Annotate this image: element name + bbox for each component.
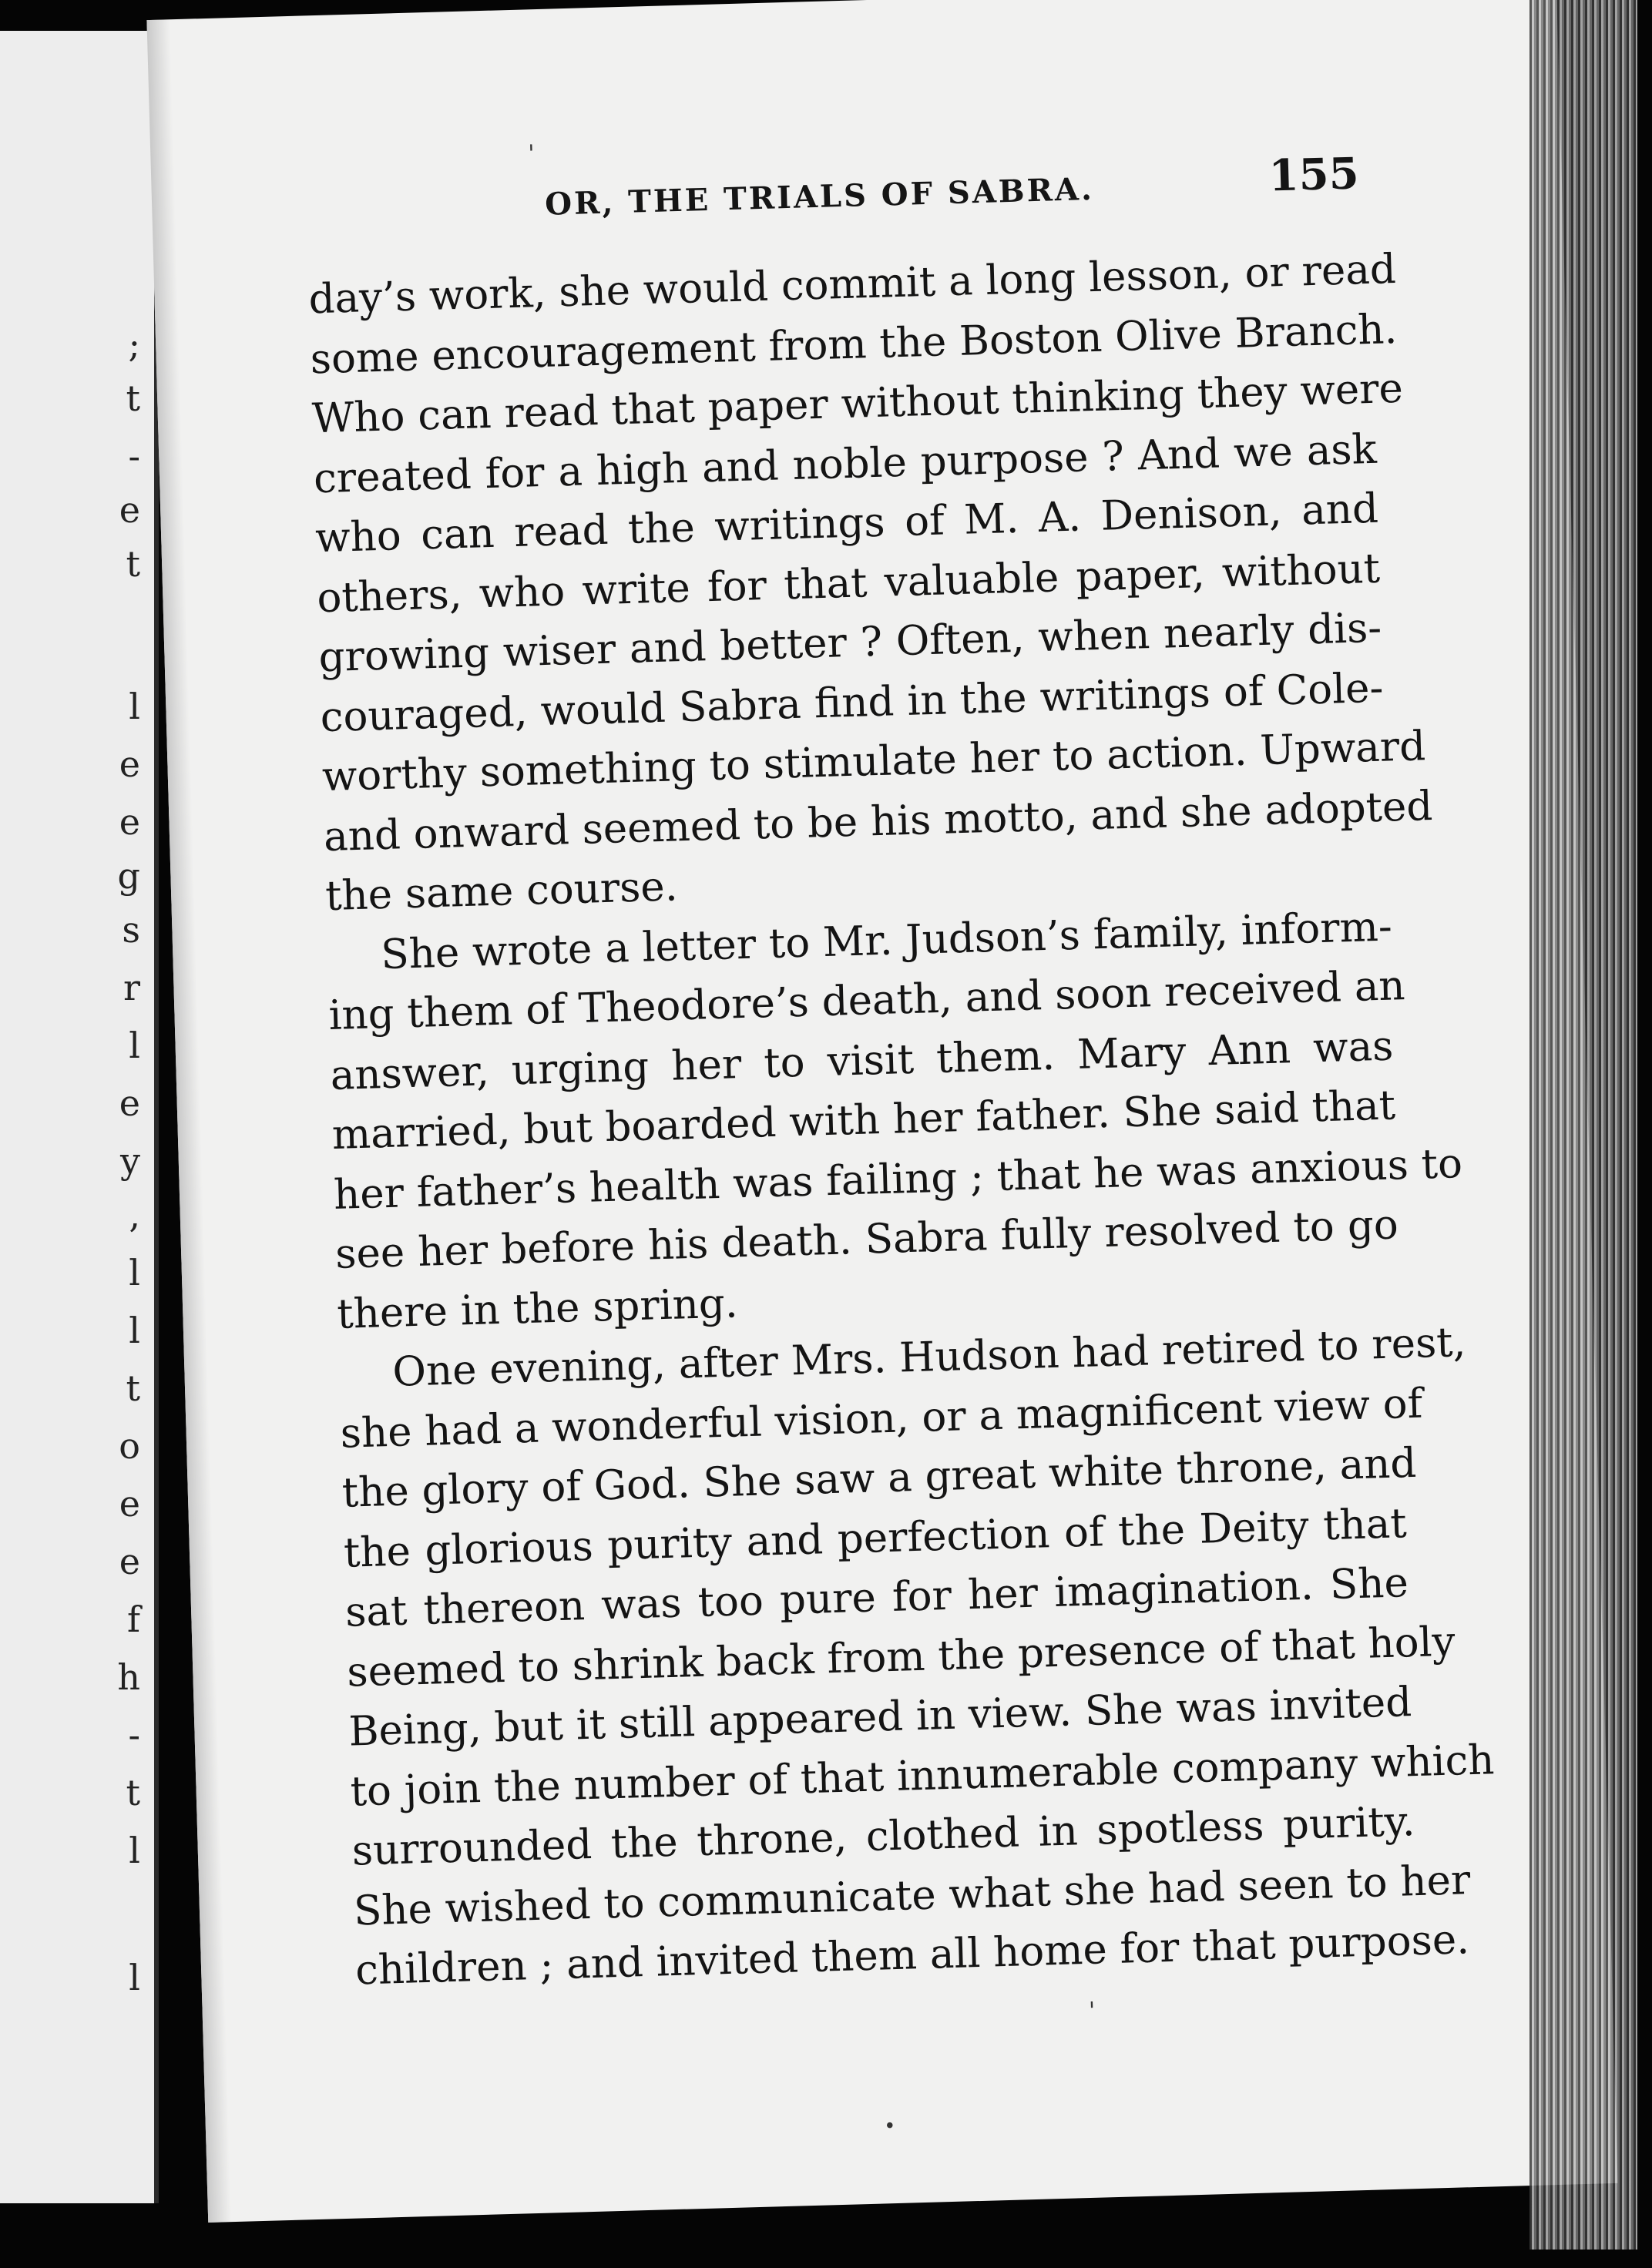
text-line: surrounded the throne, clothed in spotless purity. xyxy=(351,1798,1416,1875)
previous-page-fragment: t xyxy=(126,543,140,585)
previous-page-fragment: f xyxy=(126,1599,140,1640)
previous-page-fragment: l xyxy=(129,1025,140,1066)
previous-page-fragment: h xyxy=(117,1656,140,1698)
text-line: One evening, after Mrs. Hudson had retired to rest, xyxy=(391,1318,1467,1396)
previous-page-fragment: l xyxy=(129,1830,140,1871)
text-line: to join the number of that innumerable company which xyxy=(349,1736,1496,1816)
text-line: the glorious purity and perfection of the Deity that xyxy=(343,1499,1408,1577)
book-page xyxy=(146,0,1617,2223)
text-line: sat thereon was too pure for her imagination. She xyxy=(344,1559,1409,1636)
text-line: she had a wonderful vision, or a magnificent view of xyxy=(339,1380,1424,1458)
text-line: growing wiser and better ? Often, when nearly dis- xyxy=(317,604,1382,682)
text-line: day’s work, she would commit a long lesson, or read xyxy=(307,245,1397,324)
page-number: 155 xyxy=(1268,148,1360,202)
previous-page-fragment: l xyxy=(129,1957,140,1998)
previous-page-fragment: y xyxy=(120,1140,140,1182)
text-line: the same course. xyxy=(324,863,679,921)
previous-page-fragment: t xyxy=(126,1772,140,1813)
previous-page-fragment: l xyxy=(129,686,140,727)
text-line: her father’s health was failing ; that he was anxious to xyxy=(333,1139,1463,1219)
print-speck: ' xyxy=(527,140,536,168)
text-line: created for a high and noble purpose ? And we ask xyxy=(313,425,1378,502)
text-line: worthy something to stimulate her to action. Upward xyxy=(321,723,1426,801)
text-line: answer, urging her to visit them. Mary Ann was xyxy=(329,1022,1395,1099)
text-line: She wrote a letter to Mr. Judson’s family, inform- xyxy=(380,902,1393,978)
text-line: married, but boarded with her father. She said that xyxy=(331,1082,1396,1159)
previous-page-fragment: e xyxy=(119,1483,140,1525)
print-speck: • xyxy=(883,2115,896,2139)
text-line: children ; and invited them all home for that purpose. xyxy=(354,1916,1470,1995)
previous-page-fragment: - xyxy=(128,435,140,477)
previous-page-fragment: e xyxy=(119,1541,140,1582)
previous-page-fragment: s xyxy=(122,909,140,951)
previous-page-fragment: r xyxy=(123,967,140,1008)
previous-page-fragment: - xyxy=(128,1714,140,1756)
previous-page-fragment: g xyxy=(117,855,140,897)
print-speck: ' xyxy=(1088,1997,1096,2025)
text-line: She wished to communicate what she had seen to her xyxy=(353,1856,1472,1935)
text-line: ing them of Theodore’s death, and soon received an xyxy=(327,962,1406,1040)
text-line: some encouragement from the Boston Olive Branch. xyxy=(309,305,1398,383)
previous-page-fragment: t xyxy=(126,377,140,419)
previous-page-fragment: e xyxy=(119,743,140,785)
previous-page-fragment: e xyxy=(119,801,140,843)
previous-page-fragment: , xyxy=(129,1194,140,1236)
previous-page-fragment: e xyxy=(119,489,140,531)
page-stack-edge xyxy=(1529,0,1637,2250)
text-line: and onward seemed to be his motto, and she adopted xyxy=(323,782,1434,861)
text-line: others, who write for that valuable paper, without xyxy=(316,545,1381,622)
text-line: see her before his death. Sabra fully resolved to go xyxy=(334,1201,1399,1278)
running-head: OR, THE TRIALS OF SABRA. xyxy=(544,170,1095,223)
text-line: Who can read that paper without thinking they were xyxy=(311,364,1404,443)
body-text xyxy=(307,240,1496,2001)
previous-page-fragment: l xyxy=(129,1252,140,1293)
text-line: the glory of God. She saw a great white throne, and xyxy=(341,1439,1418,1517)
previous-page-fragment: t xyxy=(126,1367,140,1409)
previous-page-edge xyxy=(0,31,159,2203)
text-line: Being, but it still appeared in view. She was invited xyxy=(348,1679,1412,1756)
gutter-shadow xyxy=(146,19,231,2223)
text-line: who can read the writings of M. A. Denison, and xyxy=(314,485,1379,562)
text-line: there in the spring. xyxy=(336,1279,739,1338)
previous-page-fragment: ; xyxy=(128,324,140,365)
previous-page-fragment: e xyxy=(119,1082,140,1124)
previous-page-fragment: l xyxy=(129,1310,140,1351)
text-line: couraged, would Sabra find in the writings of Cole- xyxy=(319,664,1385,741)
text-line: seemed to shrink back from the presence of that holy xyxy=(346,1618,1456,1696)
previous-page-fragment: o xyxy=(119,1425,140,1467)
